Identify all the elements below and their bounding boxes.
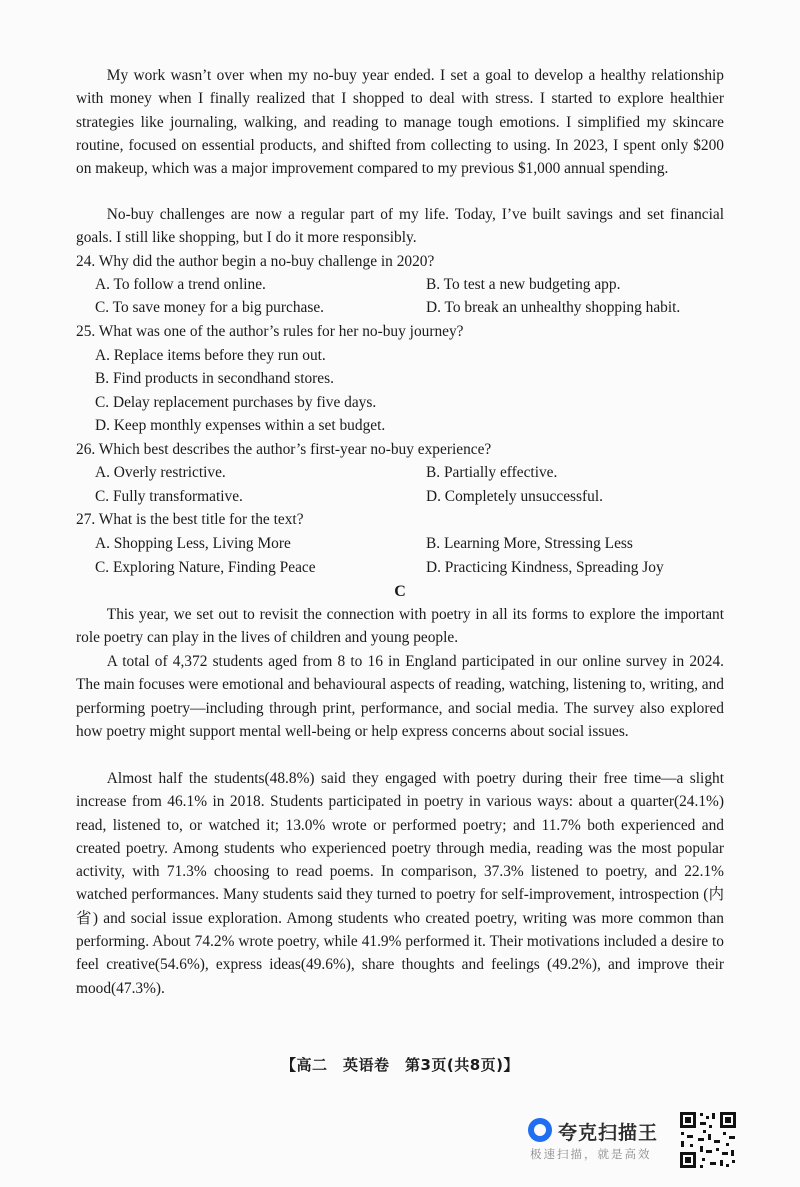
question-stem: 25. What was one of the author’s rules for her no-buy journey? [76,323,464,340]
option-d: D. Completely unsuccessful. [426,488,603,505]
passage-paragraph: A total of 4,372 students aged from 8 to 16 in England participated in our online survey in 2024. The main focuses were emotional and behavioural aspects of reading, watching, listening to, writing, and performing poetry—including through print, performance, and social media. The survey also explored how poetry might support mental well-being or help express concerns about social issues. [76,653,724,740]
passage-paragraph: This year, we set out to revisit the connection with poetry in all its forms to explore the important role poetry can play in the lives of children and young people. [76,606,724,647]
passage-paragraph: No-buy challenges are now a regular part of my life. Today, I’ve built savings and set financial goals. I still like shopping, but I do it more responsibly. [76,206,724,247]
page-footer: 【高二 英语卷 第3页(共8页)】 [280,1056,520,1074]
option-b: B. Partially effective. [426,464,558,481]
option-a: A. Overly restrictive. [95,464,226,481]
option-d: D. Keep monthly expenses within a set budget. [95,417,386,434]
passage-paragraph: Almost half the students(48.8%) said they engaged with poetry during their free time—a slight increase from 46.1% in 2018. Students participated in poetry in various ways: about a quarter(24.1%) read, listened to, or watched it; 13.0% wrote or performed poetry; and 11.7% both experienced and created poetry. Among students who experienced poetry through media, reading was the most popular activity, with 71.3% choosing to read poems. In comparison, 37.3% listened to poetry, and 22.1% watched performances. Many students said they turned to poetry for self-improvement, introspection (内省) and social issue exploration. Among students who created poetry, writing was more common than performing. About 74.2% wrote poetry, while 41.9% performed it. Their motivations included a desire to feel creative(54.6%), express ideas(49.6%), share thoughts and feelings (49.2%), and improve their mood(47.3%). [76,770,724,997]
option-b: B. Learning More, Stressing Less [426,535,633,552]
qr-code-icon [678,1110,738,1170]
option-b: B. Find products in secondhand stores. [95,370,334,387]
option-c: C. Delay replacement purchases by five days. [95,394,377,411]
option-a: A. To follow a trend online. [95,276,266,293]
section-heading: C [394,583,406,600]
question-stem: 27. What is the best title for the text? [76,511,304,528]
option-c: C. Exploring Nature, Finding Peace [95,559,316,576]
option-b: B. To test a new budgeting app. [426,276,621,293]
option-d: D. To break an unhealthy shopping habit. [426,299,681,316]
question-stem: 26. Which best describes the author’s first-year no-buy experience? [76,441,492,458]
option-c: C. To save money for a big purchase. [95,299,325,316]
option-d: D. Practicing Kindness, Spreading Joy [426,559,664,576]
question-stem: 24. Why did the author begin a no-buy challenge in 2020? [76,253,435,270]
option-a: A. Shopping Less, Living More [95,535,291,552]
scanner-logo-icon [528,1118,552,1142]
passage-paragraph: My work wasn’t over when my no-buy year ended. I set a goal to develop a healthy relationship with money when I finally realized that I shopped to deal with stress. I started to explore healthier strategies like journaling, walking, and reading to manage tough emotions. I simplified my skincare routine, focused on essential products, and shifted from collecting to using. In 2023, I spent only $200 on makeup, which was a major improvement compared to my previous $1,000 annual spending. [76,67,724,178]
scanner-watermark [524,1112,670,1162]
watermark-title: 夸克扫描王 [558,1122,659,1144]
watermark-subtitle: 极速扫描，就是高效 [530,1147,652,1161]
option-c: C. Fully transformative. [95,488,243,505]
option-a: A. Replace items before they run out. [95,347,326,364]
